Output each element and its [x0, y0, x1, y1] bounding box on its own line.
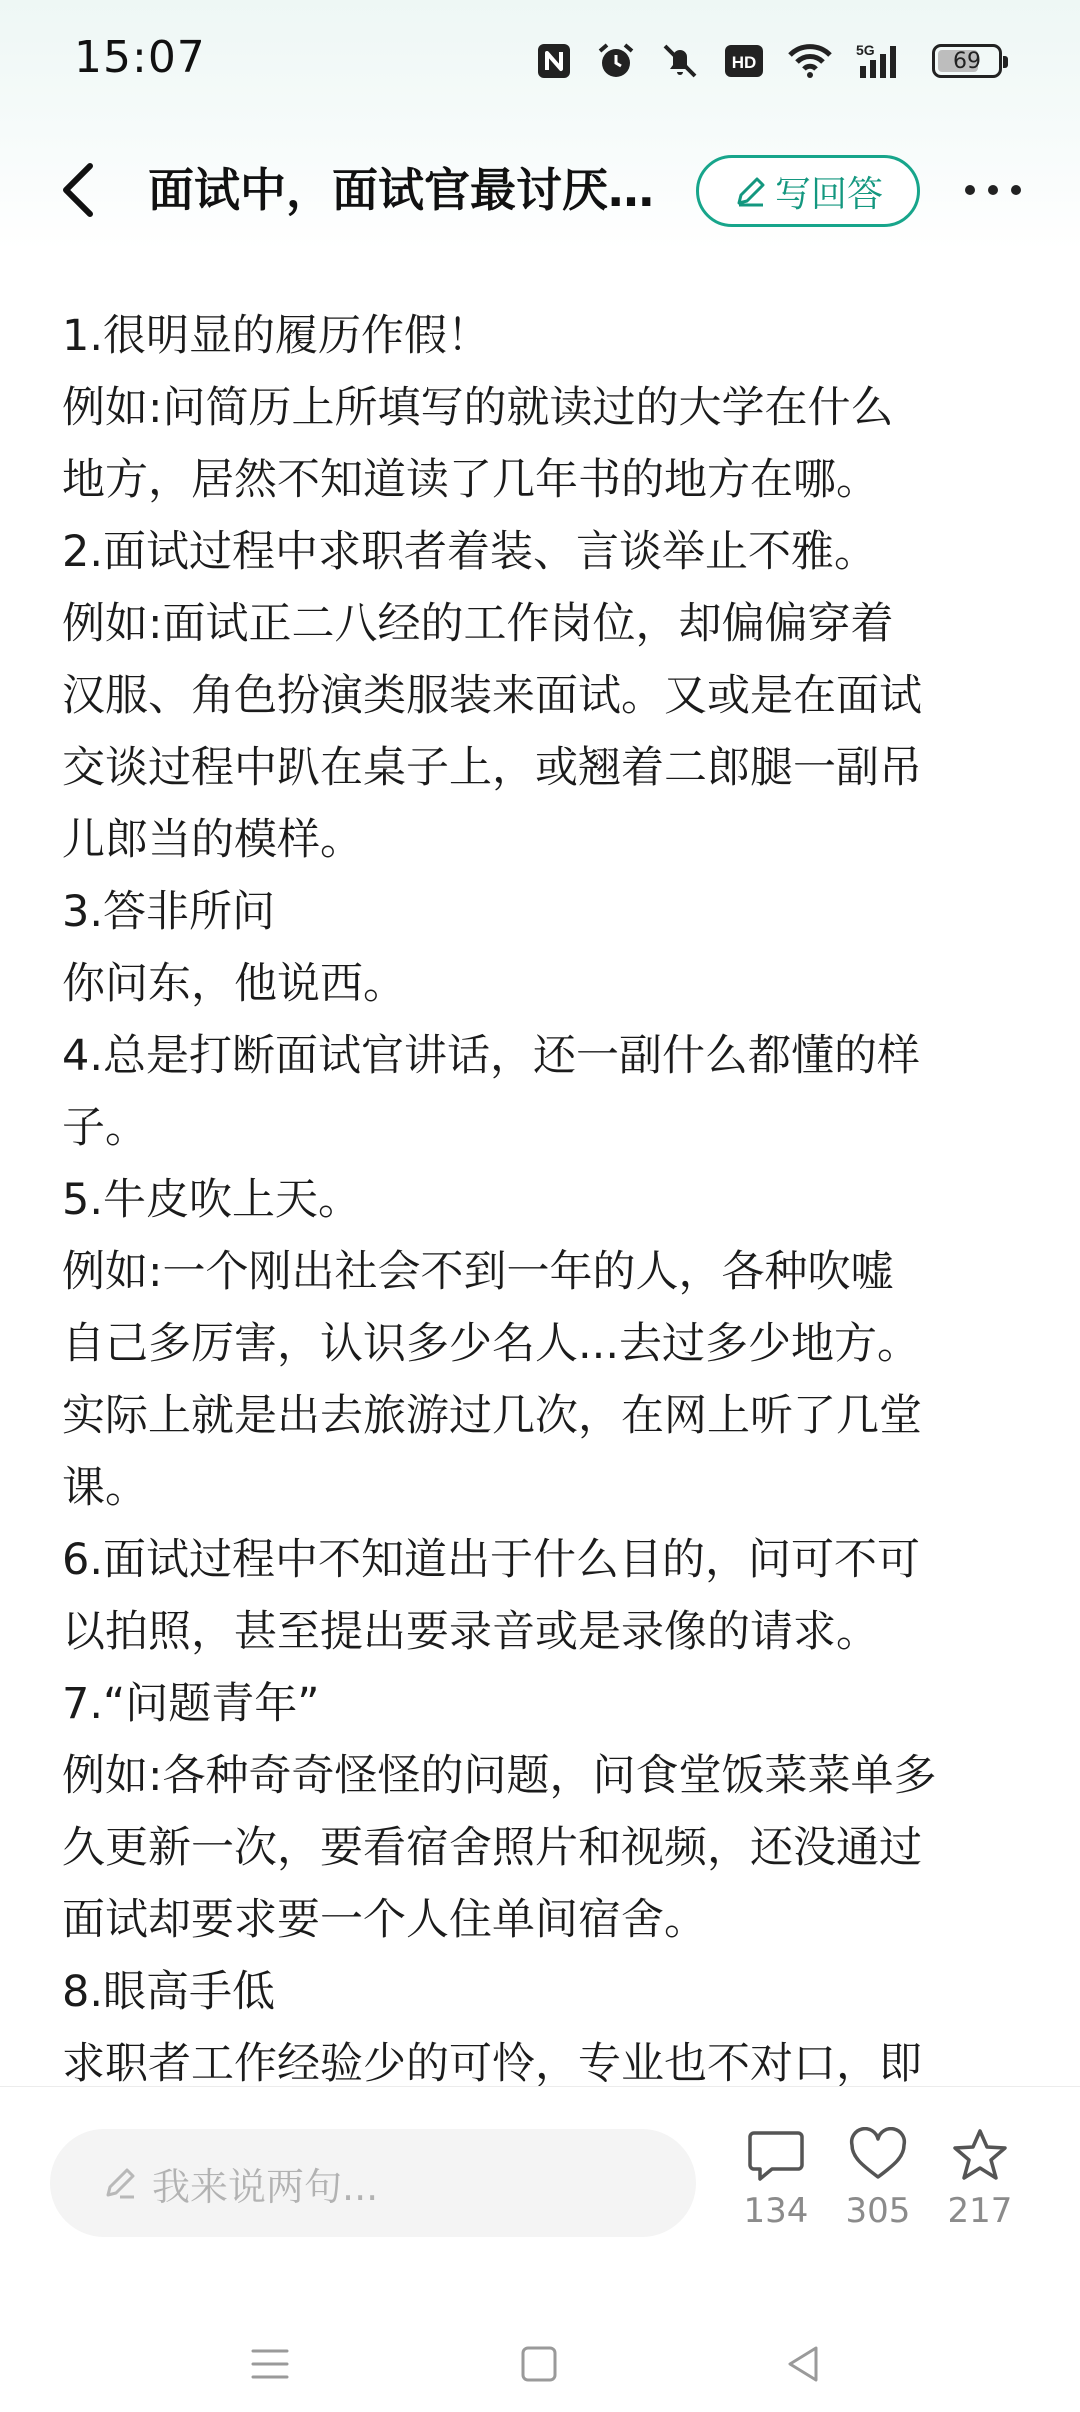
nfc-icon — [536, 42, 572, 80]
svg-text:5G: 5G — [856, 42, 875, 58]
like-button[interactable] — [828, 2127, 928, 2257]
content-line: 自己多厉害，认识多少名人...去过多少地方。 — [62, 1319, 921, 1369]
comment-input[interactable] — [50, 2129, 696, 2237]
page-title: 面试中，面试官最讨厌… — [148, 163, 654, 217]
content-line: 子。 — [62, 1103, 148, 1153]
mute-icon — [660, 41, 700, 81]
comment-placeholder: 我来说两句... — [152, 2164, 379, 2209]
bottom-action-bar — [0, 2086, 1080, 2412]
content-line: 2.面试过程中求职者着装、言谈举止不雅。 — [62, 527, 878, 577]
back-nav-button[interactable] — [778, 2339, 828, 2389]
content-line: 5.牛皮吹上天。 — [62, 1175, 362, 1225]
content-line: 6.面试过程中不知道出于什么目的，问可不可 — [62, 1535, 921, 1585]
content-line: 8.眼高手低 — [62, 1967, 276, 2017]
content-line: 例如:各种奇奇怪怪的问题，问食堂饭菜菜单多 — [62, 1751, 937, 1801]
back-button[interactable] — [52, 160, 112, 220]
triangle-back-icon — [778, 2339, 828, 2389]
heart-icon — [848, 2127, 908, 2183]
content-line: 交谈过程中趴在桌子上，或翘着二郎腿一副吊 — [62, 743, 922, 793]
status-icons — [536, 38, 1002, 84]
like-count: 305 — [845, 2191, 911, 2231]
battery-icon — [932, 44, 1002, 78]
answer-content — [62, 300, 1030, 2086]
content-line: 你问东，他说西。 — [62, 959, 406, 1009]
content-line: 以拍照，甚至提出要录音或是录像的请求。 — [62, 1607, 879, 1657]
status-time: 15:07 — [74, 32, 206, 83]
content-line: 1.很明显的履历作假！ — [62, 311, 491, 361]
header — [0, 130, 1080, 250]
favorite-button[interactable] — [930, 2127, 1030, 2257]
star-icon — [950, 2127, 1010, 2183]
content-line: 例如:一个刚出社会不到一年的人，各种吹嘘 — [62, 1247, 894, 1297]
wifi-icon — [788, 43, 832, 79]
comment-count: 134 — [743, 2191, 809, 2231]
content-line: 4.总是打断面试官讲话，还一副什么都懂的样 — [62, 1031, 921, 1081]
pen-icon — [733, 173, 769, 209]
status-bar — [0, 0, 1080, 130]
5g-signal-icon — [856, 42, 908, 80]
content-line: 地方，居然不知道读了几年书的地方在哪。 — [62, 455, 879, 505]
more-options-button[interactable] — [960, 170, 1026, 210]
menu-lines-icon — [245, 2339, 295, 2389]
pencil-icon — [100, 2163, 140, 2203]
content-line: 课。 — [62, 1463, 148, 1513]
alarm-icon — [596, 41, 636, 81]
more-dots-icon — [960, 170, 1026, 210]
recents-button[interactable] — [245, 2339, 295, 2389]
chevron-left-icon — [52, 160, 112, 220]
content-line: 汉服、角色扮演类服装来面试。又或是在面试 — [62, 671, 922, 721]
content-line: 求职者工作经验少的可怜，专业也不对口，即 — [62, 2039, 922, 2086]
content-line: 例如:面试正二八经的工作岗位，却偏偏穿着 — [62, 599, 894, 649]
battery-level: 69 — [953, 48, 981, 74]
content-line: 7.“问题青年” — [62, 1679, 320, 1729]
hd-icon — [724, 44, 764, 78]
write-answer-button[interactable] — [696, 155, 920, 227]
content-line: 久更新一次，要看宿舍照片和视频，还没通过 — [62, 1823, 922, 1873]
comment-button[interactable] — [726, 2127, 826, 2257]
svg-text:HD: HD — [731, 53, 757, 72]
content-line: 面试却要求要一个人住单间宿舍。 — [62, 1895, 707, 1945]
content-line: 实际上就是出去旅游过几次，在网上听了几堂 — [62, 1391, 922, 1441]
comment-bubble-icon — [746, 2127, 806, 2183]
write-answer-label: 写回答 — [774, 173, 883, 215]
square-icon — [514, 2339, 564, 2389]
content-line: 例如:问简历上所填写的就读过的大学在什么 — [62, 383, 894, 433]
system-nav-bar — [0, 2313, 1080, 2412]
home-button[interactable] — [514, 2339, 564, 2389]
favorite-count: 217 — [947, 2191, 1013, 2231]
content-line: 儿郎当的模样。 — [62, 815, 363, 865]
content-line: 3.答非所问 — [62, 887, 276, 937]
